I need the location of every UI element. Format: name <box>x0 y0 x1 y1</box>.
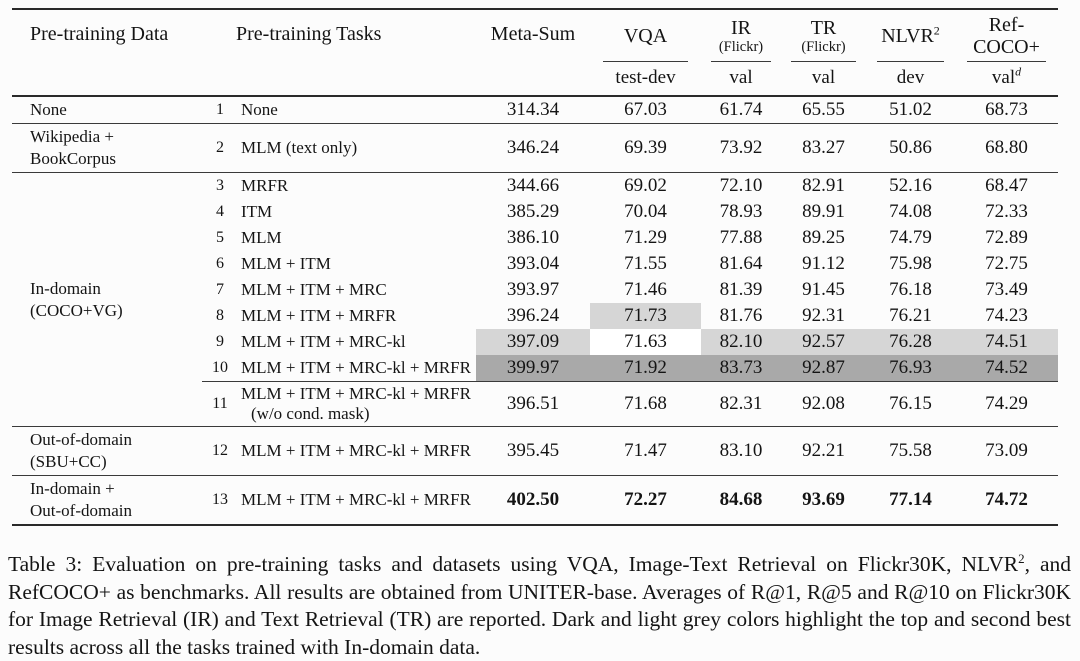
row-number: 12 <box>202 427 238 476</box>
metric-cell: 89.91 <box>802 201 845 222</box>
metric-cell-highlight-light: 82.10 <box>701 329 781 355</box>
metric-cell: 71.46 <box>624 279 667 300</box>
group-label: IR <box>731 16 751 39</box>
metric-cell: 92.21 <box>781 427 866 476</box>
metric-cell: 82.31 <box>701 382 781 427</box>
task-cell: None <box>238 96 476 124</box>
table-row <box>12 96 1058 124</box>
data-group-out-of-domain: Out-of-domain (SBU+CC) <box>12 427 202 476</box>
group-label: Ref- <box>988 13 1025 36</box>
metric-cell: 346.24 <box>476 124 590 173</box>
metric-cell: 73.92 <box>701 124 781 173</box>
task-cell: MLM + ITM + MRC <box>241 280 387 299</box>
row-number: 6 <box>216 255 224 272</box>
metric-cell: 75.98 <box>889 253 932 274</box>
col-header-meta-sum <box>476 9 590 96</box>
row-number: 5 <box>216 229 224 246</box>
data-group-wikipedia-bookcorpus: Wikipedia + BookCorpus <box>12 124 202 173</box>
metric-cell: 91.12 <box>802 253 845 274</box>
metric-cell-highlight-light: 76.28 <box>866 329 955 355</box>
metric-cell: 68.73 <box>955 96 1058 124</box>
metric-cell: 72.75 <box>985 253 1028 274</box>
metric-cell: 385.29 <box>506 201 560 222</box>
sub-header: test-dev <box>615 67 676 88</box>
metric-cell: 82.91 <box>802 175 845 196</box>
table-row <box>12 476 1058 526</box>
metric-cell: 76.18 <box>889 279 932 300</box>
metric-cell-highlight-light: 74.51 <box>955 329 1058 355</box>
metric-cell: 72.89 <box>985 227 1028 248</box>
task-cell: MLM + ITM + MRC-kl + MRFR <box>241 490 471 509</box>
metric-cell: 69.02 <box>624 175 667 196</box>
task-cell: MLM + ITM + MRC-kl + MRFR <box>238 427 476 476</box>
metric-cell: 386.10 <box>506 227 560 248</box>
metric-cell: 92.08 <box>781 382 866 427</box>
header-label: Pre-training Tasks <box>236 23 382 45</box>
metric-cell: 51.02 <box>866 96 955 124</box>
group-label: TR <box>810 16 837 39</box>
row-number: 10 <box>212 359 228 376</box>
metric-cell: 74.23 <box>985 305 1028 326</box>
metric-cell: 61.74 <box>701 96 781 124</box>
metric-cell: 83.10 <box>701 427 781 476</box>
metric-cell-highlight-dark: 76.93 <box>866 355 955 382</box>
metric-cell: 81.76 <box>719 305 763 326</box>
task-cell: MLM (text only) <box>238 124 476 173</box>
task-cell: MLM + ITM + MRFR <box>241 306 397 325</box>
table-caption <box>8 551 1071 661</box>
data-group-none: None <box>12 96 202 124</box>
metric-cell: 83.27 <box>781 124 866 173</box>
metric-cell-highlight-dark: 74.52 <box>955 355 1058 382</box>
task-cell: ITM <box>241 202 273 221</box>
metric-cell: 71.29 <box>624 227 667 248</box>
row-number: 11 <box>202 382 238 427</box>
row-number: 1 <box>202 96 238 124</box>
task-cell: MLM + ITM <box>241 254 331 273</box>
task-cell: MLM + ITM + MRC-kl + MRFR <box>241 358 471 377</box>
metric-cell: 74.29 <box>955 382 1058 427</box>
header-label: Meta-Sum <box>490 23 576 45</box>
caption-text: , and RefCOCO+ as benchmarks. All results are obtained from UNITER-base. Averages of R@1, R@5 and R@10 on Flickr30K for Image Retrieval (IR) and Text Retrieval (TR) are reported. Dark and light grey colors highlight the top and second best results across all the tasks trained with In-domain data. <box>8 552 1072 659</box>
group-label: VQA <box>623 24 668 47</box>
metric-cell: 70.04 <box>624 201 667 222</box>
metric-cell-highlight-light: 92.57 <box>781 329 866 355</box>
metric-cell: 72.10 <box>719 175 763 196</box>
table-header <box>12 9 1058 96</box>
metric-cell-highlight-dark: 83.73 <box>701 355 781 382</box>
metric-cell: 68.47 <box>985 175 1028 196</box>
metric-cell: 93.69 <box>802 489 845 510</box>
superscript: d <box>1015 64 1022 79</box>
col-header-tr-flickr <box>781 9 866 96</box>
metric-cell: 92.31 <box>802 305 845 326</box>
superscript: 2 <box>933 22 940 37</box>
metric-cell: 78.93 <box>719 201 763 222</box>
metric-cell: 68.80 <box>955 124 1058 173</box>
metric-cell: 393.04 <box>506 253 560 274</box>
task-cell: MLM + ITM + MRC-kl + MRFR (w/o cond. mask) <box>238 382 476 427</box>
data-group-in-domain: In-domain (COCO+VG) <box>12 173 202 427</box>
metric-cell: 72.33 <box>985 201 1028 222</box>
table-body <box>12 96 1058 525</box>
metric-cell: 71.63 <box>590 329 701 355</box>
table-row <box>12 427 1058 476</box>
metric-cell: 396.24 <box>506 305 560 326</box>
task-cell: MLM <box>241 228 282 247</box>
metric-cell: 395.45 <box>476 427 590 476</box>
metric-cell: 65.55 <box>781 96 866 124</box>
col-header-nlvr2 <box>866 9 955 96</box>
group-label: NLVR$^2$ <box>881 22 940 47</box>
metric-cell-highlight-dark: 92.87 <box>781 355 866 382</box>
metric-cell: 396.51 <box>476 382 590 427</box>
row-number: 2 <box>202 124 238 173</box>
caption-label: Table 3: <box>8 552 83 576</box>
metric-cell: 75.58 <box>866 427 955 476</box>
metric-cell: 73.49 <box>985 279 1028 300</box>
metric-cell: 77.88 <box>719 227 763 248</box>
task-cell: MRFR <box>241 176 289 195</box>
row-number: 3 <box>216 177 224 194</box>
metric-cell: 69.39 <box>590 124 701 173</box>
metric-cell-highlight-dark: 71.92 <box>590 355 701 382</box>
metric-cell: 81.39 <box>719 279 763 300</box>
col-header-refcoco <box>955 9 1058 96</box>
metric-cell: 89.25 <box>802 227 845 248</box>
sub-header: val <box>811 67 836 88</box>
group-sublabel: (Flickr) <box>801 38 846 55</box>
metric-cell: 72.27 <box>624 489 667 510</box>
header-row <box>12 9 1058 96</box>
sub-header: val$^d$ <box>991 64 1022 88</box>
metric-cell: 74.08 <box>889 201 932 222</box>
metric-cell: 344.66 <box>506 175 560 196</box>
metric-cell: 402.50 <box>506 489 560 510</box>
metric-cell: 73.09 <box>955 427 1058 476</box>
row-number: 9 <box>216 333 224 350</box>
row-number: 13 <box>212 491 228 508</box>
superscript: 2 <box>1018 550 1025 566</box>
header-label: Pre-training Data <box>30 23 169 45</box>
row-number: 7 <box>216 281 224 298</box>
metric-cell: 76.21 <box>889 305 932 326</box>
metric-cell: 74.79 <box>889 227 932 248</box>
caption-text: Evaluation on pre-training tasks and datasets using VQA, Image-Text Retrieval on Flickr30K, NLVR <box>92 552 1019 576</box>
col-header-pretraining-data <box>12 9 202 96</box>
table-row <box>12 124 1058 173</box>
row-number: 8 <box>216 307 224 324</box>
row-number: 4 <box>216 203 224 220</box>
metric-cell: 91.45 <box>802 279 845 300</box>
metric-cell: 76.15 <box>866 382 955 427</box>
col-header-vqa <box>590 9 701 96</box>
group-label: COCO+ <box>973 35 1040 58</box>
metric-cell-highlight-dark: 399.97 <box>476 355 590 382</box>
col-header-pretraining-tasks <box>202 9 476 96</box>
metric-cell: 74.72 <box>985 489 1028 510</box>
group-sublabel: (Flickr) <box>718 38 764 55</box>
task-cell: MLM + ITM + MRC-kl <box>241 332 406 351</box>
sub-header: dev <box>896 67 925 88</box>
table-row <box>12 173 1058 200</box>
metric-cell: 71.68 <box>590 382 701 427</box>
col-header-ir-flickr <box>701 9 781 96</box>
metric-cell: 393.97 <box>506 279 560 300</box>
metric-cell: 84.68 <box>719 489 763 510</box>
sub-header: val <box>729 67 753 88</box>
metric-cell-highlight-light: 71.73 <box>590 303 701 329</box>
metric-cell-highlight-light: 397.09 <box>476 329 590 355</box>
data-group-in-plus-out-of-domain: In-domain + Out-of-domain <box>30 479 132 520</box>
metric-cell: 81.64 <box>719 253 763 274</box>
metric-cell: 77.14 <box>889 489 932 510</box>
metric-cell: 67.03 <box>590 96 701 124</box>
metric-cell: 314.34 <box>476 96 590 124</box>
metric-cell: 71.47 <box>590 427 701 476</box>
metric-cell: 50.86 <box>866 124 955 173</box>
results-table <box>12 8 1058 526</box>
metric-cell: 71.55 <box>624 253 667 274</box>
metric-cell: 52.16 <box>889 175 932 196</box>
